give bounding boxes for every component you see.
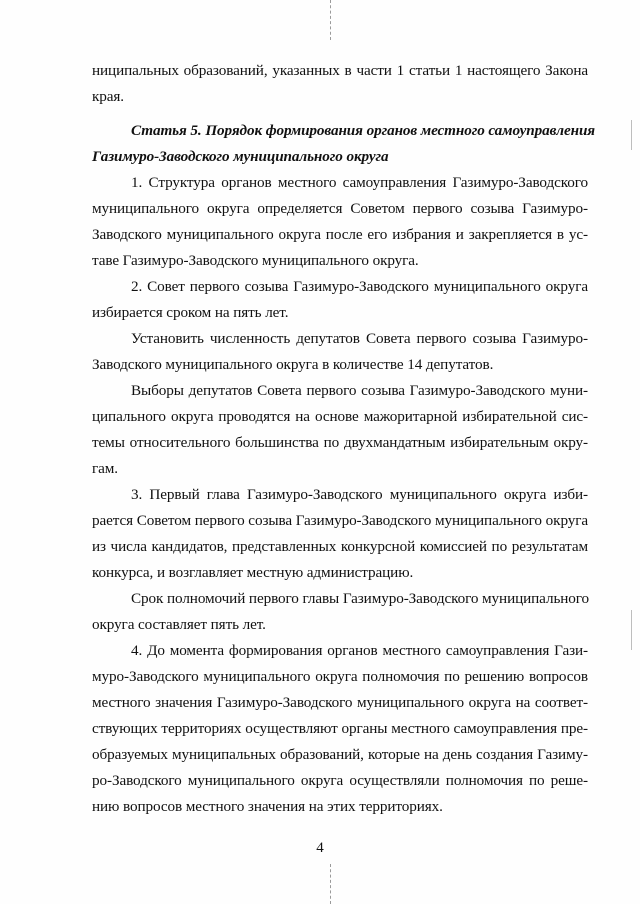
paragraph-line: ниципальных образований, указанных в части 1 статьи 1 настоящего Закона [92,62,588,79]
page-number: 4 [316,840,324,856]
paragraph-line: ципального округа проводятся на основе мажоритарной избирательной сис- [92,408,588,425]
article-heading: Статья 5. Порядок формирования органов местного самоуправления [131,122,596,139]
paragraph-line: гам. [92,460,118,477]
paragraph-line: ро-Заводского муниципального округа осуществляли полномочия по реше- [92,772,588,789]
paragraph-line: конкурса, и возглавляет местную администрацию. [92,564,414,581]
paragraph-line: муро-Заводского муниципального округа полномочия по решению вопросов [92,668,588,685]
paragraph-line: нию вопросов местного значения на этих территориях. [92,798,443,815]
paragraph-line: 2. Совет первого созыва Газимуро-Заводского муниципального округа [131,278,588,295]
paragraph-line: Срок полномочий первого главы Газимуро-Заводского муниципального [131,590,590,607]
bottom-crop-mark [330,864,331,904]
paragraph-line: рается Советом первого созыва Газимуро-Заводского муниципального округа [92,512,588,529]
paragraph-line: местного значения Газимуро-Заводского муниципального округа на соответ- [92,694,588,711]
paragraph-line: округа составляет пять лет. [92,616,266,633]
paragraph-line: ствующих территориях осуществляют органы местного самоуправления пре- [92,720,588,737]
top-crop-mark [330,0,331,40]
paragraph-line: Выборы депутатов Совета первого созыва Газимуро-Заводского муни- [131,382,588,399]
paragraph-line: темы относительного большинства по двухмандатным избирательным окру- [92,434,588,451]
article-heading: Газимуро-Заводского муниципального округа [92,148,389,165]
scan-edge-mark [631,120,632,150]
paragraph-line: 3. Первый глава Газимуро-Заводского муниципального округа изби- [131,486,588,503]
scan-edge-mark [631,610,632,650]
paragraph-line: Установить численность депутатов Совета первого созыва Газимуро- [131,330,588,347]
paragraph-line: 4. До момента формирования органов местного самоуправления Гази- [131,642,588,659]
paragraph-line: избирается сроком на пять лет. [92,304,289,321]
paragraph-line: края. [92,88,124,105]
paragraph-line: из числа кандидатов, представленных конкурсной комиссией по результатам [92,538,588,555]
paragraph-line: Заводского муниципального округа после его избрания и закрепляется в ус- [92,226,588,243]
paragraph-line: таве Газимуро-Заводского муниципального округа. [92,252,419,269]
paragraph-line: муниципального округа определяется Советом первого созыва Газимуро- [92,200,588,217]
paragraph-line: 1. Структура органов местного самоуправления Газимуро-Заводского [131,174,588,191]
paragraph-line: образуемых муниципальных образований, которые на день создания Газиму- [92,746,588,763]
paragraph-line: Заводского муниципального округа в количестве 14 депутатов. [92,356,494,373]
